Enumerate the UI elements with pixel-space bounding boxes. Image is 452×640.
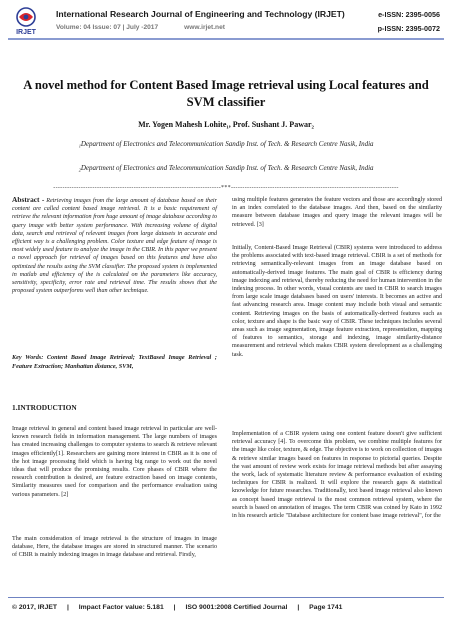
header-divider: [8, 38, 444, 40]
intro-heading: 1.INTRODUCTION: [12, 403, 77, 412]
abstract-text: Retrieving images from the large amount of database based on their content are called content based image retrieval. It is a basic requirement of retrieve the relevant information from huge amount of image database according to query image with better system performance. With increasing volume of digital data, search and retrieval of relevant images from large datasets in accurate and efficient way is a challenging problem. Color texture and edge feature of image is most widely used feature to analyze the image in the CBIR. In this paper we present a novel approach for retrieval of images based on this features and have also optimized the results using the SVM classifier. The proposed system is implemented in matlab and efficiency of the is calculated on the parameters like accuracy, sensitivity, specificity, error rate and retrieval time. The results shows that the proposed system outperforms well than other technique.: [12, 198, 217, 295]
footer-impact: Impact Factor value: 5.181: [78, 604, 164, 611]
right-paragraph-2: Initially, Content-Based Image Retrieval (CBIR) systems were introduced to address the problems associated with text-based image retrieval. CBIR is a set of methods for retrieving semantically-relevant images from an image database based on automatically-derived image features. The main goal of CBIR is efficiency during image indexing and retrieval, thereby reducing the need for human intervention in the indexing process. In other words, visual contents are used in CBIR to search images from large scale image databases based on users' interests. It becomes an active and fast advancing research area. Image content may include both visual and semantic content. Retrieving images on the basis of automatically-derived features such as color, texture and shape is the basic way of CBIR. These techniques includes several areas such as image segmentation, image feature extraction, representation, mapping of features to semantics, storage and indexing, image similarity-distance measurement and retrieval which makes CBIR system development as a challenging task.: [232, 245, 442, 358]
affiliation-1: ₁Department of Electronics and Telecommunication Sandip Inst. of Tech. & Research Centre Nasik, India: [78, 140, 374, 148]
page-footer: [12, 604, 350, 611]
volume-line: [56, 24, 225, 31]
right-paragraph-3: Implementation of a CBIR system using one content feature doesn't give sufficient retrieval accuracy [4]. To overcome this problem, we combine multiple features for the image like color, texture, & edge. The objective is to work on collection of images & retrieve similar images based on features in response to pictorial queries. Despite the vast amount of review work exists for image retrieval methods but after assaying the work, lack of systematic literature review & performance evaluation of existing techniques for CBIR is realized. It will explore the research gaps & statistical knowledge for future researches. Traditionally, text based image retrieval also known as concept based image retrieval is the most common retrieval system, where the search is based on annotation of images. The term CBIR was coined by Kato in 1992 in his research article "Database architecture for content base image retrieval", for the: [232, 431, 442, 520]
abstract: [12, 196, 217, 295]
logo-text: IRJET: [16, 29, 36, 36]
section-separator: -------------------------------------------------------------------------***-------------------------------------------------------------------------: [53, 185, 399, 191]
intro-paragraph-2: The main consideration of image retrieval is the structure of images in image database, Here, the database images are stored in structured manner. The scenario of CBIR is mainly indexing images in image database and retrieval. Firstly,: [12, 536, 217, 559]
intro-paragraph-1: Image retrieval in general and content based image retrieval in particular are well-known research fields in information management. The large numbers of images has created increasing challenges to computer systems to search & retrieve relevant images efficiently[1]. Researchers are gaining more interest in CBIR as it is one of the hot image processing field which is having big range to work out the novel ideas that will produce the promising results. Core phases of CBIR where the research contribution is desired, are feature extraction based on image contents, Similarity measures used for comparison and the performance evaluation using various parameters. [2]: [12, 426, 217, 498]
eissn: e-ISSN: 2395-0056: [378, 10, 440, 19]
right-paragraph-1: using multiple features generates the feature vectors and those are accordingly stored in an index correlated to the database images. And then, based on the similarity measure between database images and query image the relevant images will be retrieved. [3]: [232, 197, 442, 228]
keywords: Key Words: Content Based Image Retrieval; TextBased Image Retrieval ; Feature Extraction; Manhattan distance, SVM,: [12, 354, 217, 370]
pissn: p-ISSN: 2395-0072: [377, 24, 440, 33]
volume-info: Volume: 04 Issue: 07 | July -2017: [56, 24, 159, 31]
footer-page: Page 1741: [309, 604, 343, 611]
footer-copyright: © 2017, IRJET: [12, 604, 58, 611]
footer-sep-1: |: [66, 604, 69, 611]
journal-website[interactable]: www.irjet.net: [184, 24, 225, 31]
footer-iso: ISO 9001:2008 Certified Journal: [185, 604, 288, 611]
abstract-lead: Abstract -: [12, 195, 45, 204]
footer-sep-2: |: [173, 604, 176, 611]
journal-header: [0, 0, 452, 44]
affiliation-2: ₂Department of Electronics and Telecommunication Sandip Inst. of Tech. & Research Centre Nasik, India: [78, 164, 374, 172]
journal-name: International Research Journal of Engineering and Technology (IRJET): [56, 9, 345, 19]
paper-authors: Mr. Yogen Mahesh Lohite₁, Prof. Sushant J. Pawar₂: [138, 120, 314, 129]
footer-divider: [8, 597, 444, 598]
irjet-logo: [10, 6, 42, 36]
paper-title: A novel method for Content Based Image retrieval using Local features and SVM classifier: [23, 78, 429, 109]
footer-sep-3: |: [297, 604, 300, 611]
